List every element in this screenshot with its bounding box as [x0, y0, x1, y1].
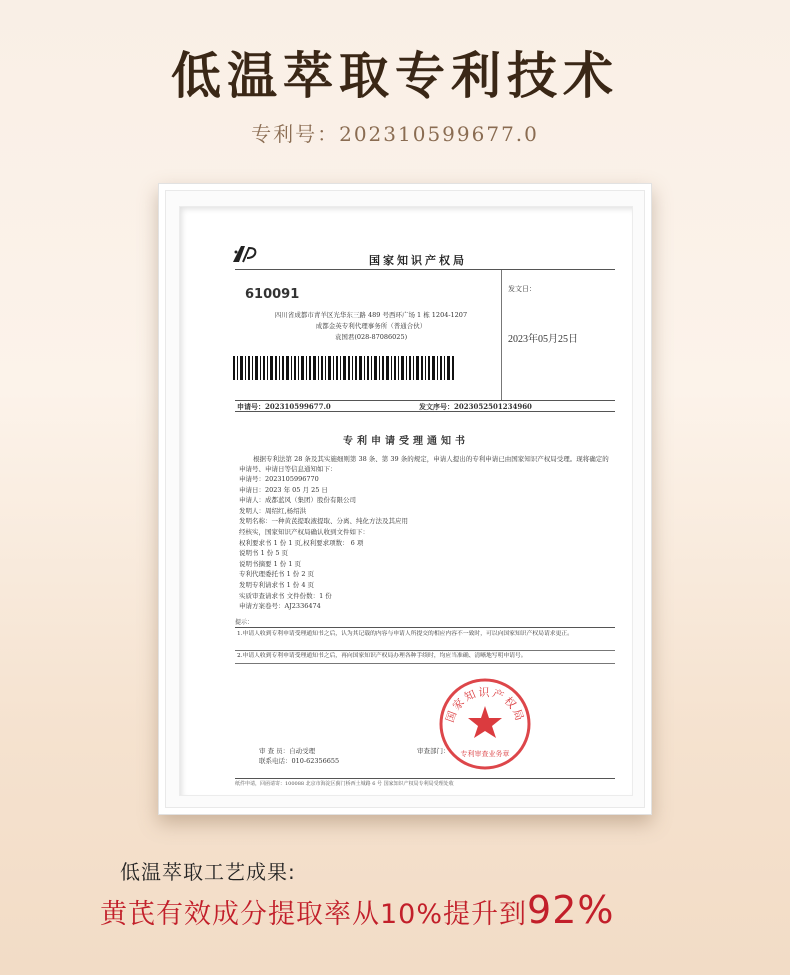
field-row: 发明专利请求书 1 份 4 页 — [239, 580, 315, 589]
divider — [235, 663, 615, 664]
phone: 联系电话：010-62356655 — [259, 757, 340, 765]
issue-date: 2023年05月25日 — [508, 334, 578, 345]
address-line: 成都金英专利代理事务所（普通合伙） — [315, 322, 427, 330]
notice-fields — [239, 474, 609, 612]
issue-date-label: 发文日： — [508, 285, 536, 293]
recipient-block — [235, 273, 491, 357]
field-row: 专利代理委托书 1 份 2 页 — [239, 570, 315, 579]
divider — [235, 778, 615, 779]
official-seal-icon — [437, 676, 533, 772]
send-number: 发文序号：2023052501234960 — [419, 402, 532, 411]
field-row: 经核实，国家知识产权局确认收到文件如下： — [239, 527, 369, 536]
patent-number: 专利号：202310599677.0 — [251, 122, 539, 146]
office-name: 国家知识产权局 — [369, 254, 467, 267]
seal-subtext: 专利审查业务章 — [460, 750, 510, 758]
tip-item: 2.申请人收到专利申请受理通知书之后，再向国家知识产权局办理各种手续时，均应当准确、清晰地写明申请号。 — [237, 653, 527, 659]
field-row: 申请人：成都蓝风（集团）股份有限公司 — [239, 496, 356, 505]
field-row: 说明书 1 份 5 页 — [239, 549, 289, 558]
page-title: 低温萃取专利技术 — [171, 47, 619, 105]
field-row: 发明名称：一种黄芪提取液提取、分离、纯化方法及其应用 — [239, 517, 408, 526]
department-label: 审查部门： — [417, 747, 450, 755]
seal-text: 国家知识产权局 — [443, 686, 527, 725]
caption-result-highlight: 92% — [527, 888, 615, 932]
divider — [235, 400, 615, 401]
field-row: 申请号：2023105996770 — [239, 475, 319, 483]
reviewer: 审 查 员：自动受理 — [259, 747, 316, 755]
tips-label: 提示： — [235, 619, 254, 626]
field-row: 发明人：周绍红,杨绍洪 — [239, 506, 307, 515]
divider — [235, 627, 615, 628]
application-number: 申请号：202310599677.0 — [237, 402, 331, 411]
notice-intro: 根据专利法第 28 条及其实施细则第 38 条、第 39 条的规定，申请人提出的专利申请已由国家知识产权局受理。现将确定的申请号、申请日等信息通知如下： — [239, 455, 609, 473]
notice-title: 专利申请受理通知书 — [343, 436, 469, 447]
field-row: 说明书摘要 1 份 1 页 — [239, 559, 302, 568]
patent-notice-document — [179, 206, 633, 796]
postcode: 610091 — [245, 287, 300, 302]
document-footer: 纸件申请，回函请寄：100088 北京市海淀区蓟门桥西土城路 6 号 国家知识产权局专利局受理处收 — [235, 781, 454, 787]
cnipa-logo-icon — [231, 242, 259, 264]
issue-date-block — [501, 270, 615, 400]
address-line: 袁国君(028-87086025) — [334, 333, 408, 341]
barcode-icon — [233, 356, 455, 380]
caption-result-text: 黄芪有效成分提取率从10%提升到 — [100, 899, 528, 930]
certificate-frame — [158, 183, 652, 815]
divider — [235, 650, 615, 651]
field-row: 权利要求书 1 份 1 页,权利要求项数： 6 项 — [239, 538, 364, 547]
caption-result — [100, 888, 614, 932]
field-row: 实质审查请求书 文件份数：1 份 — [239, 591, 332, 600]
reviewer-block — [259, 746, 339, 766]
field-row: 申请日：2023 年 05 月 25 日 — [239, 485, 328, 494]
tip-item: 1.申请人收到专利申请受理通知书之后，认为其记载的内容与申请人所提交的相应内容不一致时，可以向国家知识产权局请求更正。 — [237, 631, 573, 637]
caption-heading: 低温萃取工艺成果: — [120, 860, 296, 884]
divider — [235, 411, 615, 412]
field-row: 申请方案卷号：AJ2336474 — [239, 602, 321, 611]
address-line: 四川省成都市青羊区光华东三路 489 号西环广场 1 栋 1204-1207 — [274, 311, 468, 319]
